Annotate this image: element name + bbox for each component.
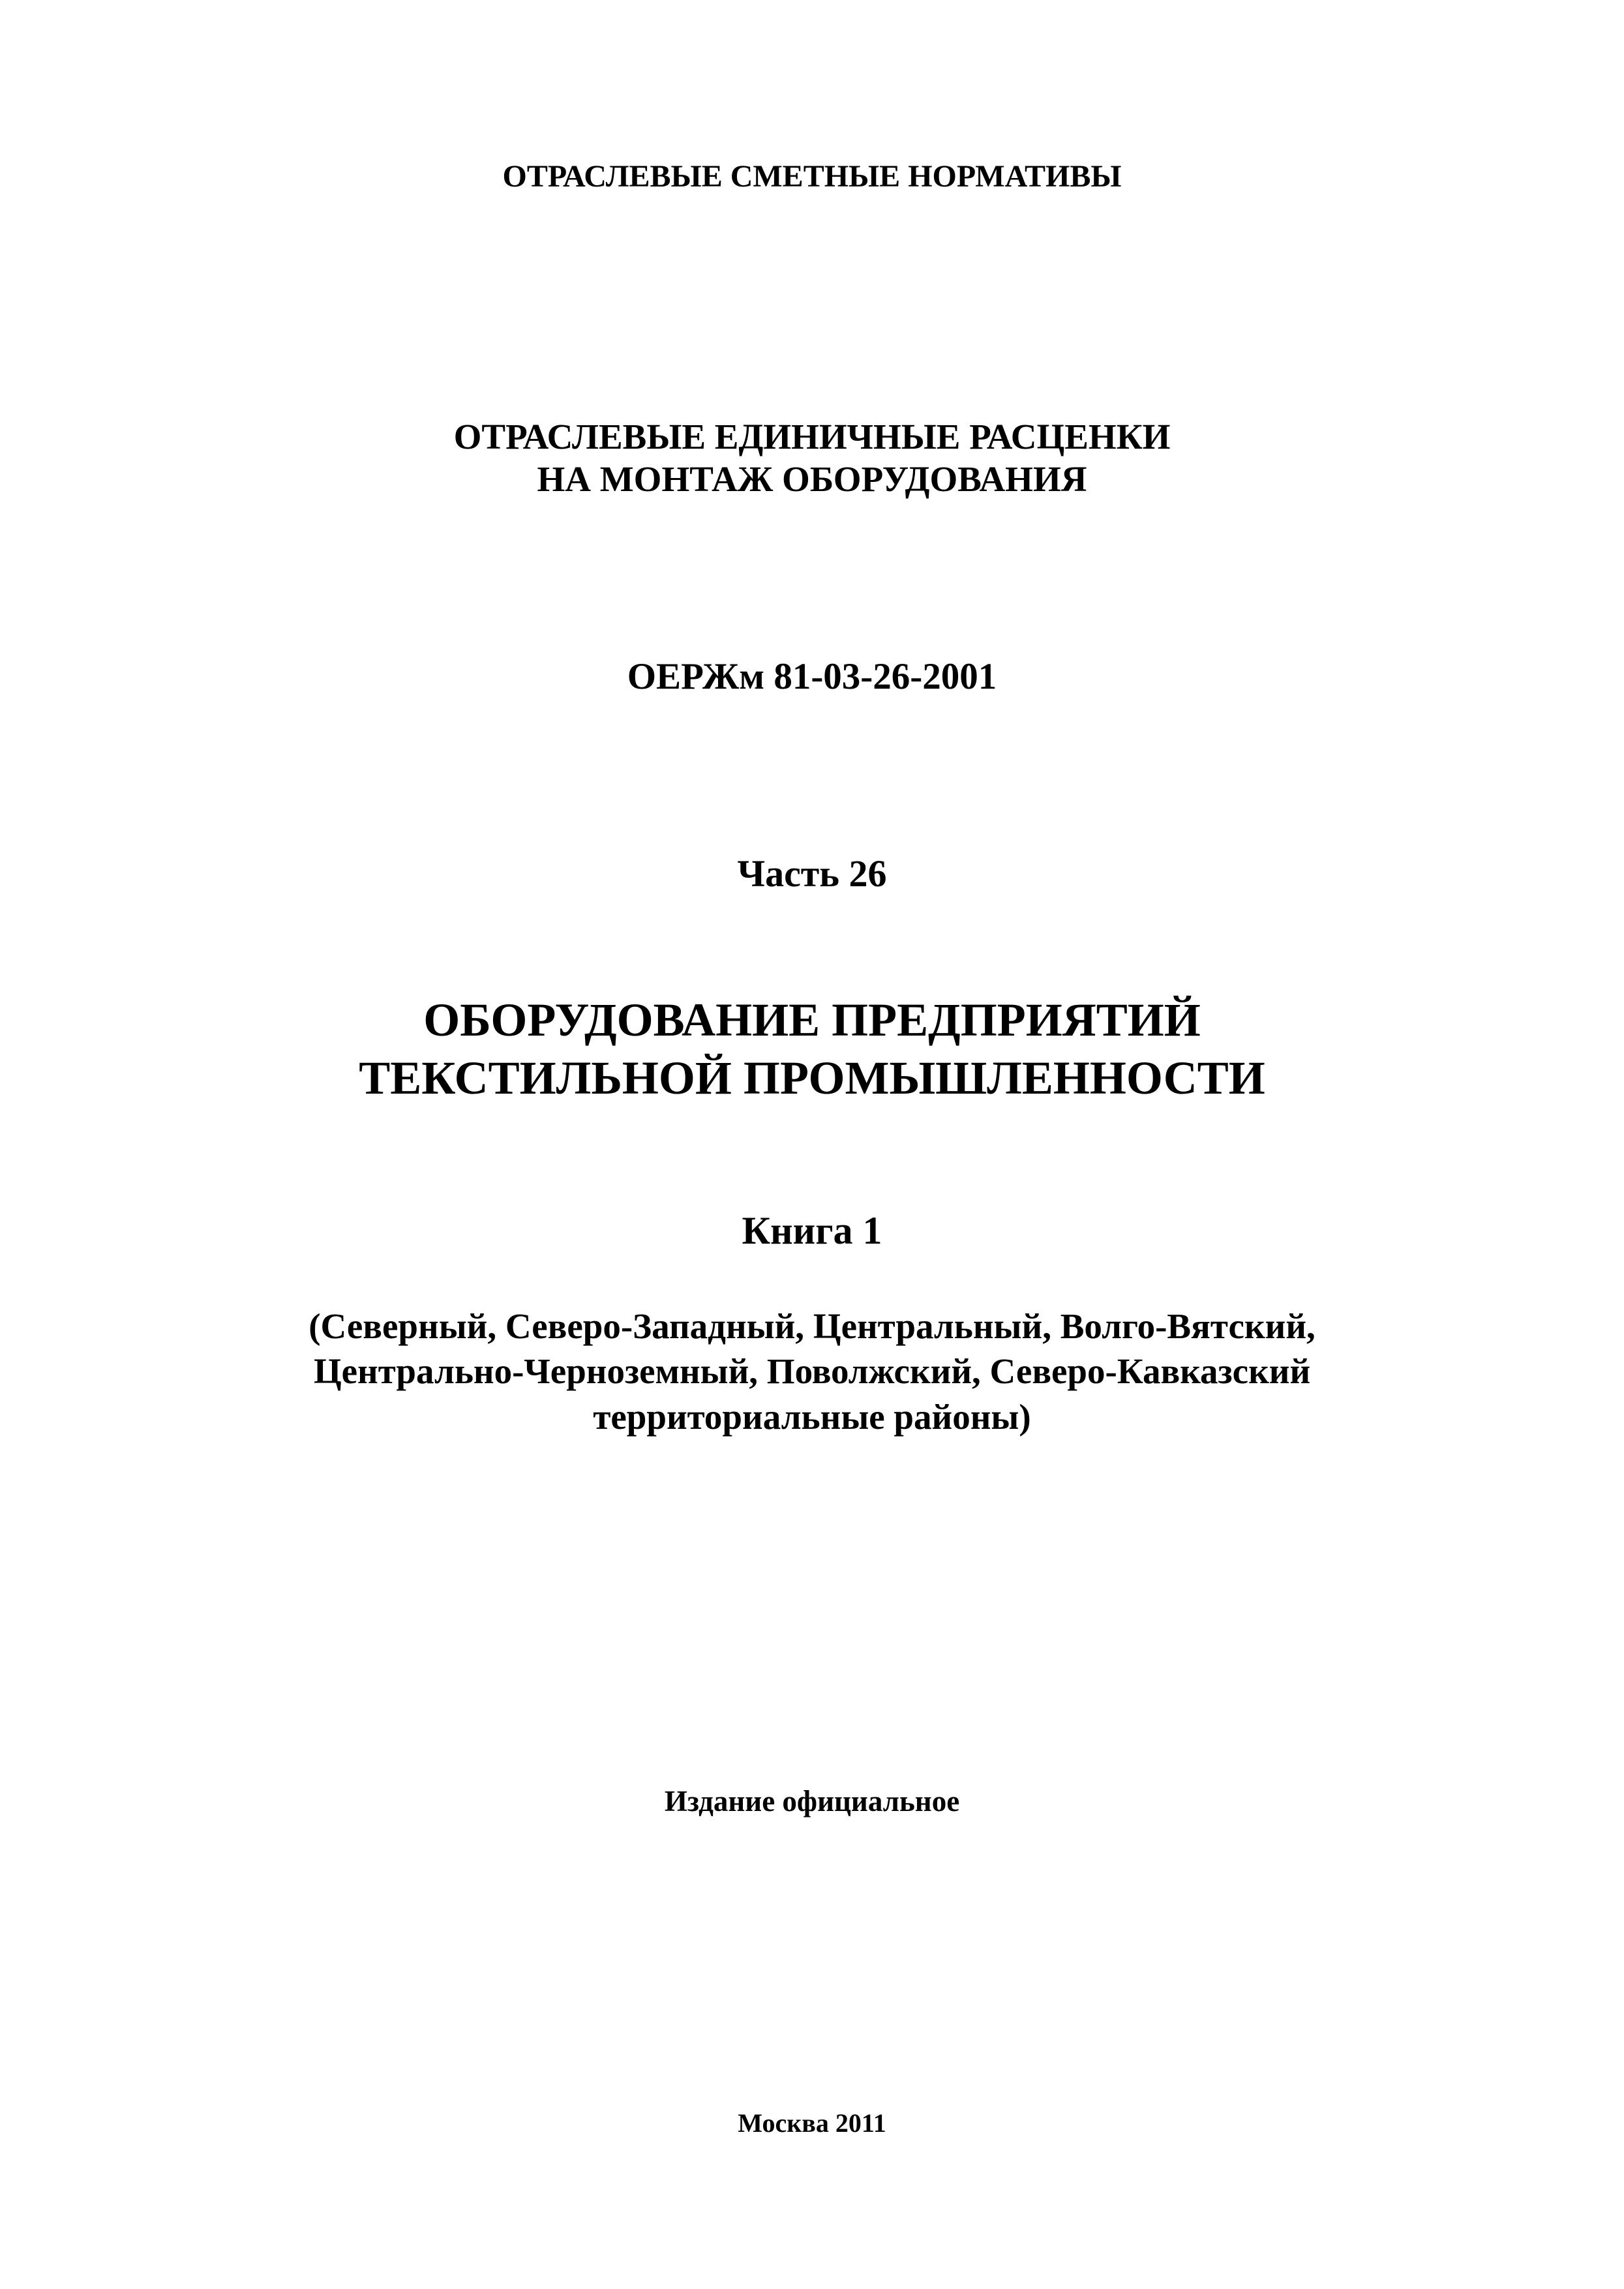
collection-title-line-1: ОТРАСЛЕВЫЕ ЕДИНИЧНЫЕ РАСЦЕНКИ <box>453 417 1171 456</box>
edition-label: Издание официальное <box>664 1785 960 1818</box>
series-title: ОТРАСЛЕВЫЕ СМЕТНЫЕ НОРМАТИВЫ <box>502 159 1122 194</box>
regions-line-1: (Северный, Северо-Западный, Центральный, Волго-Вятский, <box>308 1306 1316 1346</box>
regions-line-3: территориальные районы) <box>593 1397 1031 1437</box>
part-title-line-1: ОБОРУДОВАНИЕ ПРЕДПРИЯТИЙ <box>423 994 1201 1046</box>
place-and-year: Москва 2011 <box>738 2108 886 2138</box>
book-number: Книга 1 <box>742 1209 882 1252</box>
part-number: Часть 26 <box>737 852 887 895</box>
part-title-line-2: ТЕКСТИЛЬНОЙ ПРОМЫШЛЕННОСТИ <box>359 1052 1265 1104</box>
document-code: ОЕРЖм 81-03-26-2001 <box>627 656 997 697</box>
collection-title-line-2: НА МОНТАЖ ОБОРУДОВАНИЯ <box>537 459 1087 499</box>
regions-line-2: Центрально-Черноземный, Поволжский, Северо-Кавказский <box>313 1351 1311 1391</box>
